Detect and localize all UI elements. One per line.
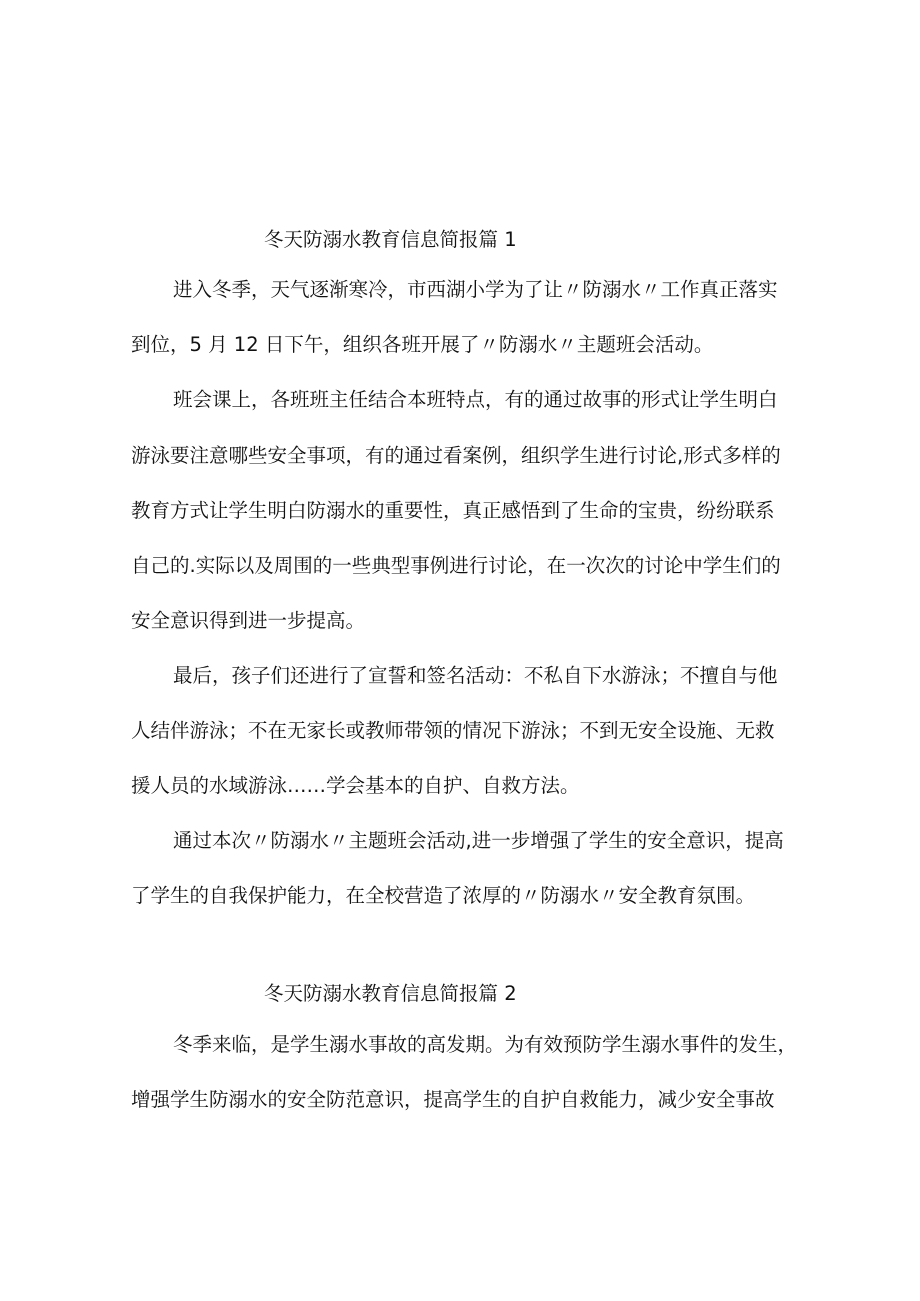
paragraph-line: 进入冬季，天气逐渐寒冷，市西湖小学为了让〃防溺水〃工作真正落实 xyxy=(173,278,778,301)
paragraph-line: 游泳要注意哪些安全事项，有的通过看案例，组织学生进行讨论,形式多样的 xyxy=(131,444,781,467)
paragraph-line: 最后，孩子们还进行了宣誓和签名活动：不私自下水游泳；不擅自与他 xyxy=(173,664,778,687)
paragraph-line: 冬季来临，是学生溺水事故的高发期。为有效预防学生溺水事件的发生， xyxy=(173,1033,798,1056)
paragraph-line: 人结伴游泳；不在无家长或教师带领的情况下游泳；不到无安全设施、无救 xyxy=(131,719,775,742)
paragraph-line: 班会课上，各班班主任结合本班特点，有的通过故事的形式让学生明白 xyxy=(173,388,778,411)
paragraph-line: 增强学生防溺水的安全防范意识，提高学生的自护自救能力，减少安全事故 xyxy=(131,1088,775,1111)
paragraph-line: 教育方式让学生明白防溺水的重要性，真正感悟到了生命的宝贵，纷纷联系 xyxy=(131,499,775,522)
paragraph-line: 了学生的自我保护能力，在全校营造了浓厚的〃防溺水〃安全教育氛围。 xyxy=(131,884,756,907)
paragraph-line: 到位，5 月 12 日下午，组织各班开展了〃防溺水〃主题班会活动。 xyxy=(131,333,714,356)
paragraph-line: 援人员的水域游泳……学会基本的自护、自救方法。 xyxy=(131,774,580,797)
paragraph-line: 安全意识得到进一步提高。 xyxy=(131,609,366,632)
section-title: 冬天防溺水教育信息简报篇 2 xyxy=(264,982,517,1005)
section-title: 冬天防溺水教育信息简报篇 1 xyxy=(264,228,517,251)
paragraph-line: 通过本次〃防溺水〃主题班会活动,进一步增强了学生的安全意识，提高 xyxy=(173,829,784,852)
paragraph-line: 自己的.实际以及周围的一些典型事例进行讨论，在一次次的讨论中学生们的 xyxy=(131,554,781,577)
